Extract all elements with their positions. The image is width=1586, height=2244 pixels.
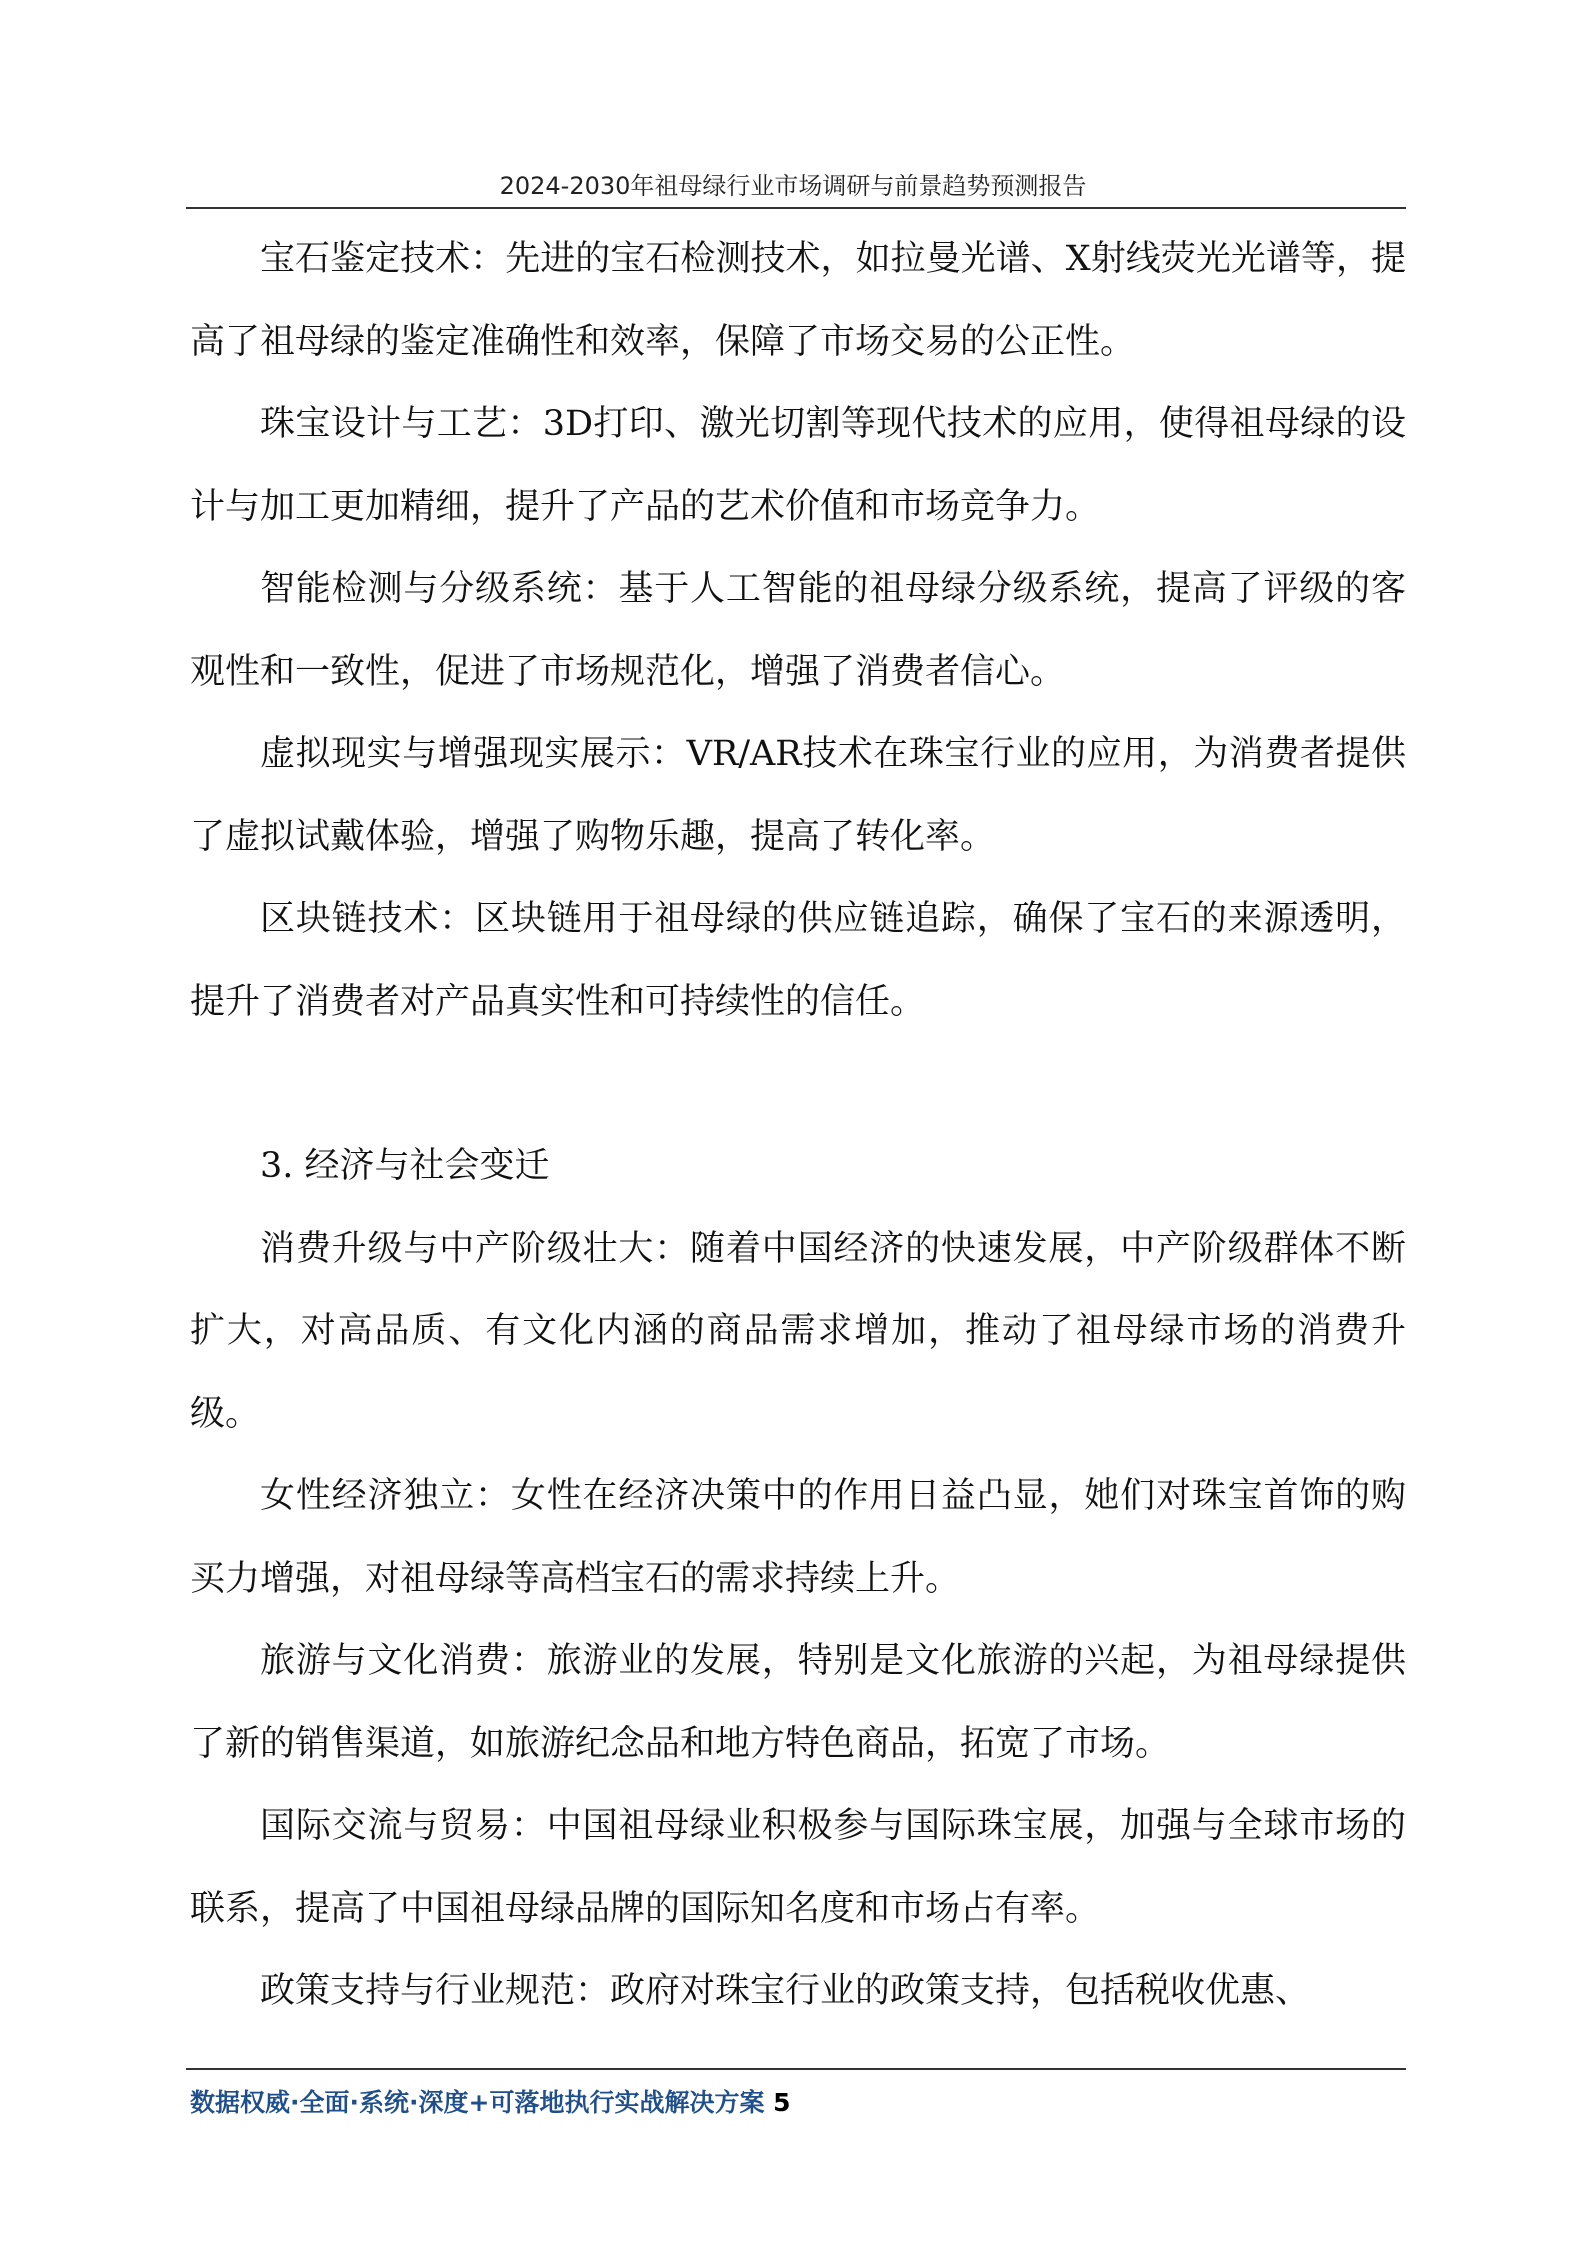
footer-slogan: 数据权威·全面·系统·深度+可落地执行实战解决方案 <box>190 2088 765 2117</box>
paragraph-vr-ar: 虚拟现实与增强现实展示：VR/AR技术在珠宝行业的应用，为消费者提供了虚拟试戴体验，增强了购物乐趣，提高了转化率。 <box>190 734 1406 857</box>
paragraph-gem-identification: 宝石鉴定技术：先进的宝石检测技术，如拉曼光谱、X射线荧光光谱等，提高了祖母绿的鉴定准确性和效率，保障了市场交易的公正性。 <box>190 239 1406 362</box>
page-body <box>190 218 1406 2033</box>
paragraph-policy-support: 政策支持与行业规范：政府对珠宝行业的政策支持，包括税收优惠、 <box>260 1971 1311 2011</box>
page-footer <box>190 2083 791 2119</box>
paragraph-blockchain: 区块链技术：区块链用于祖母绿的供应链追踪，确保了宝石的来源透明，提升了消费者对产品真实性和可持续性的信任。 <box>190 899 1406 1022</box>
page-number: 5 <box>773 2088 791 2117</box>
header-divider <box>186 207 1406 209</box>
section-spacer <box>190 1043 1406 1125</box>
paragraph-women-economy: 女性经济独立：女性在经济决策中的作用日益凸显，她们对珠宝首饰的购买力增强，对祖母绿等高档宝石的需求持续上升。 <box>190 1476 1406 1599</box>
section-heading: 3. 经济与社会变迁 <box>260 1146 550 1186</box>
paragraph-international-trade: 国际交流与贸易：中国祖母绿业积极参与国际珠宝展，加强与全球市场的联系，提高了中国祖母绿品牌的国际知名度和市场占有率。 <box>190 1806 1406 1929</box>
paragraph-smart-grading: 智能检测与分级系统：基于人工智能的祖母绿分级系统，提高了评级的客观性和一致性，促进了市场规范化，增强了消费者信心。 <box>190 569 1406 692</box>
paragraph-jewelry-design: 珠宝设计与工艺：3D打印、激光切割等现代技术的应用，使得祖母绿的设计与加工更加精细，提升了产品的艺术价值和市场竞争力。 <box>190 404 1406 527</box>
footer-divider <box>186 2068 1406 2070</box>
paragraph-tourism-culture: 旅游与文化消费：旅游业的发展，特别是文化旅游的兴起，为祖母绿提供了新的销售渠道，如旅游纪念品和地方特色商品，拓宽了市场。 <box>190 1641 1406 1764</box>
report-header-title: 2024-2030年祖母绿行业市场调研与前景趋势预测报告 <box>499 172 1087 200</box>
paragraph-consumption-upgrade: 消费升级与中产阶级壮大：随着中国经济的快速发展，中产阶级群体不断扩大，对高品质、有文化内涵的商品需求增加，推动了祖母绿市场的消费升级。 <box>190 1228 1406 1434</box>
